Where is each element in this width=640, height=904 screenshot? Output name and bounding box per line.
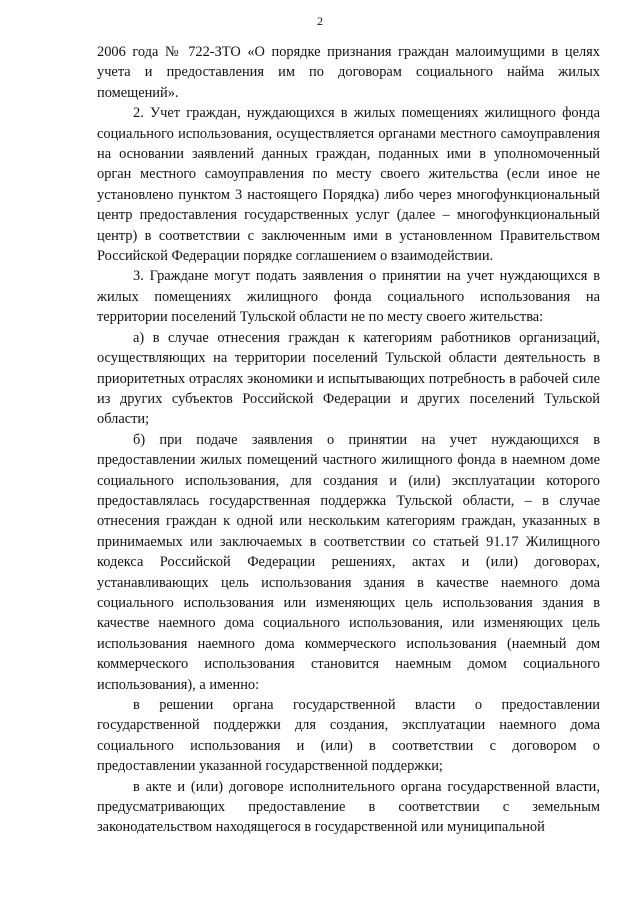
- paragraph-item-2: 2. Учет граждан, нуждающихся в жилых помещениях жилищного фонда социального использования, осуществляется органами местного самоуправления на основании заявлений данных граждан, поданных ими в уполномоченный орган местного самоуправления по месту своего жительства (если иное не установлено пунктом 3 настоящего Порядка) либо через многофункциональный центр предоставления государственных услуг (далее – многофункциональный центр) в соответствии с заключенным ими в установленном Правительством Российской Федерации порядке соглашением о взаимодействии.: [97, 105, 600, 265]
- paragraph-subitem-a: а) в случае отнесения граждан к категориям работников организаций, осуществляющих на территории поселений Тульской области деятельность в приоритетных отраслях экономики и испытывающих потребность в рабочей силе из других субъектов Российской Федерации и других поселений Тульской области;: [97, 329, 600, 428]
- paragraph-item-3: 3. Граждане могут подать заявления о принятии на учет нуждающихся в жилых помещениях жилищного фонда социального использования на территории поселений Тульской области не по месту своего жительства:: [97, 268, 600, 326]
- paragraph-act-clause: в акте и (или) договоре исполнительного органа государственной власти, предусматривающих предоставление в соответствии с земельным законодательством находящегося в государственной или муниципальной: [97, 778, 600, 836]
- page-number: 2: [317, 14, 323, 28]
- paragraph-decision-clause: в решении органа государственной власти о предоставлении государственной поддержки для создания, эксплуатации наемного дома социального использования и (или) в соответствии с договором о предоставлении указанной государственной поддержки;: [97, 697, 600, 775]
- paragraph-subitem-b: б) при подаче заявления о принятии на учет нуждающихся в предоставлении жилых помещений частного жилищного фонда в наемном доме социального использования, для создания и (или) эксплуатации которого предоставлялась государственная поддержка Тульской области, – в случае отнесения граждан к одной или нескольким категориям граждан, указанных в принимаемых или заключаемых в соответствии со статьей 91.17 Жилищного кодекса Российской Федерации решениях, актах и (или) договорах, устанавливающих цель использования здания в качестве наемного дома социального использования или изменяющих цель использования здания в качестве наемного дома социального использования, или изменяющих цель использования наемного дома коммерческого использования (наемный дом коммерческого использования становится наемным домом социального использования), а именно:: [97, 431, 600, 693]
- paragraph-law-reference: 2006 года № 722-ЗТО «О порядке признания граждан малоимущими в целях учета и предоставления им по договорам социального найма жилых помещений».: [97, 44, 600, 101]
- document-body: [97, 42, 600, 838]
